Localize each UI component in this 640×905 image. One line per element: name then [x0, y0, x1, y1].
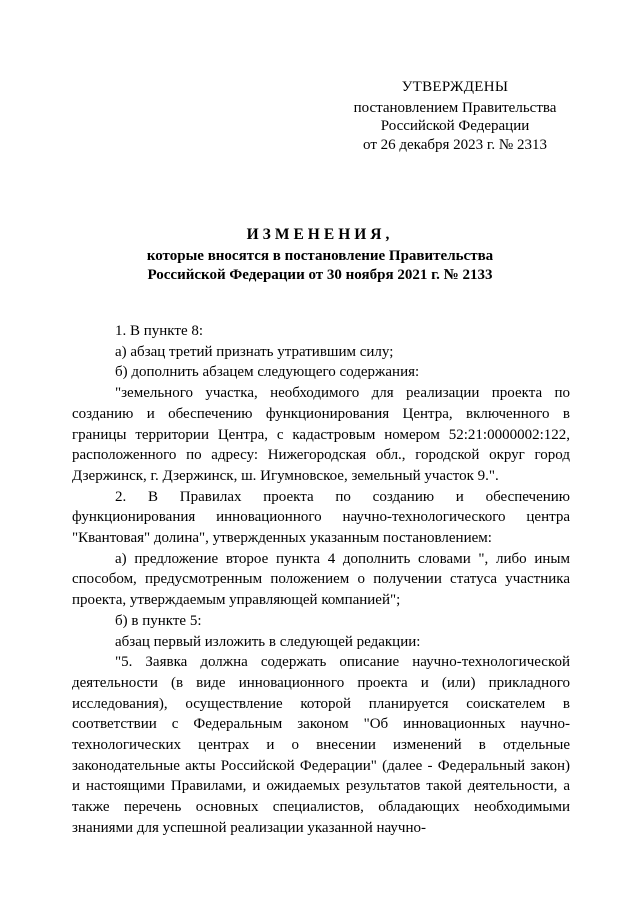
paragraph: а) предложение второе пункта 4 дополнить словами ", либо иным способом, предусмотренным положением о получении статуса участника проекта, утверждаемым управляющей компанией"; — [72, 550, 570, 609]
paragraph: а) абзац третий признать утратившим силу; — [115, 343, 394, 360]
paragraph: 1. В пункте 8: — [115, 323, 204, 339]
approval-stamp — [340, 78, 570, 154]
paragraph: "5. Заявка должна содержать описание научно-технологической деятельности (в виде инновационного проекта и (или) прикладного исследования), осуществление которой планируется соискателем в соответствии с Федеральным законом "Об инновационных научно-технологических центрах и о внесении изменений в отдельные законодательные акты Российской Федерации" (далее - Федеральный закон) и настоящими Правилами, и ожидаемых результатов такой деятельности, а также перечень основных специалистов, обладающих необходимыми знаниями для успешной реализации указанной научно- — [72, 654, 570, 836]
subtitle-line-2: Российской Федерации от 30 ноября 2021 г. № 2133 — [147, 267, 493, 283]
paragraph: б) дополнить абзацем следующего содержания: — [115, 364, 420, 381]
approval-line-2: Российской Федерации — [380, 118, 530, 134]
document-title: ИЗМЕНЕНИЯ, — [246, 226, 394, 243]
document-body — [72, 321, 570, 839]
approval-line-3: от 26 декабря 2023 г. № 2313 — [363, 136, 547, 153]
approval-title: УТВЕРЖДЕНЫ — [401, 79, 509, 95]
paragraph: "земельного участка, необходимого для реализации проекта по созданию и обеспечению функционирования Центра, включенного в границы территории Центра, с кадастровым номером 52:21:0000002:122, расположенного по адресу: Нижегородская обл., городской округ город Дзержинск, г. Дзержинск, ш. Игумновское, земельный участок 9.". — [72, 385, 570, 484]
paragraph: б) в пункте 5: — [115, 612, 202, 629]
paragraph: 2. В Правилах проекта по созданию и обеспечению функционирования инновационного научно-технологического центра "Квантовая" долина", утвержденных указанным постановлением: — [72, 488, 570, 547]
document-subtitle — [70, 247, 570, 285]
subtitle-line-1: которые вносятся в постановление Правительства — [146, 248, 494, 264]
paragraph: абзац первый изложить в следующей редакции: — [115, 633, 421, 650]
approval-line-1: постановлением Правительства — [353, 99, 557, 116]
